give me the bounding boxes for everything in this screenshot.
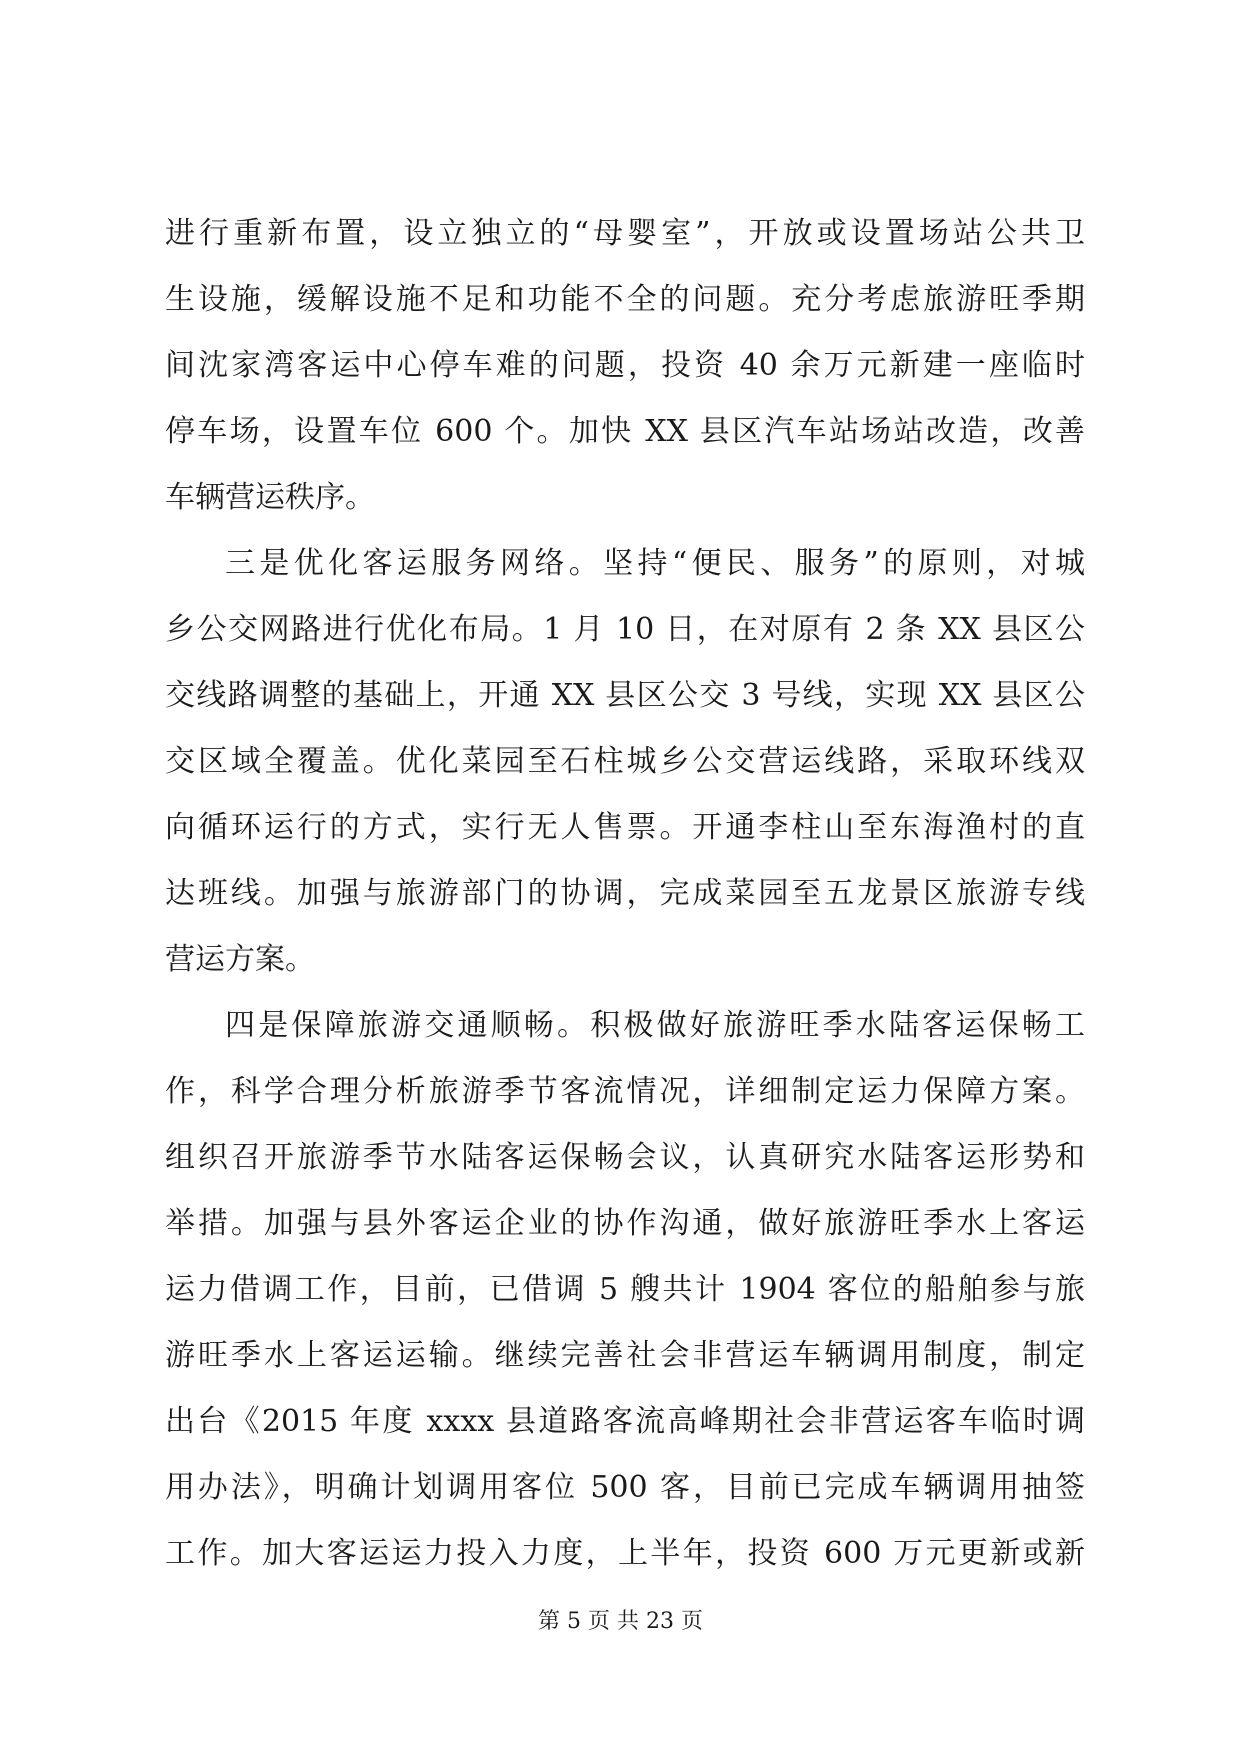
text-line: 组织召开旅游季节水陆客运保畅会议，认真研究水陆客运形势和 [165, 1140, 1085, 1175]
text-line: 游旺季水上客运运输。继续完善社会非营运车辆调用制度，制定 [165, 1338, 1085, 1373]
text-line: 进行重新布置，设立独立的“母婴室”，开放或设置场站公共卫 [165, 216, 1085, 251]
text-line: 交区域全覆盖。优化菜园至石柱城乡公交营运线路，采取环线双 [165, 744, 1085, 779]
text-line: 乡公交网路进行优化布局。1 月 10 日，在对原有 2 条 XX 县区公 [165, 612, 1085, 647]
paragraph-3 [165, 993, 1085, 1587]
page-number-label: 第 5 页 共 23 页 [538, 1609, 703, 1634]
text-line: 运力借调工作，目前，已借调 5 艘共计 1904 客位的船舶参与旅 [165, 1272, 1085, 1307]
text-line: 间沈家湾客运中心停车难的问题，投资 40 余万元新建一座临时 [165, 348, 1085, 383]
text-line: 停车场，设置车位 600 个。加快 XX 县区汽车站场站改造，改善 [165, 414, 1085, 449]
body-text [165, 201, 1085, 1587]
text-line: 生设施，缓解设施不足和功能不全的问题。充分考虑旅游旺季期 [165, 282, 1085, 317]
text-line: 举措。加强与县外客运企业的协作沟通，做好旅游旺季水上客运 [165, 1206, 1085, 1241]
text-line: 车辆营运秩序。 [165, 480, 375, 515]
paragraph-1 [165, 201, 1085, 531]
text-line: 向循环运行的方式，实行无人售票。开通李柱山至东海渔村的直 [165, 810, 1085, 845]
text-line: 出台《2015 年度 xxxx 县道路客流高峰期社会非营运客车临时调 [165, 1404, 1085, 1439]
text-line: 用办法》，明确计划调用客位 500 客，目前已完成车辆调用抽签 [165, 1470, 1085, 1505]
text-line: 作，科学合理分析旅游季节客流情况，详细制定运力保障方案。 [165, 1074, 1085, 1109]
page-footer [0, 1607, 1241, 1637]
text-line: 交线路调整的基础上，开通 XX 县区公交 3 号线，实现 XX 县区公 [165, 678, 1085, 713]
paragraph-2 [165, 531, 1085, 993]
text-line: 达班线。加强与旅游部门的协调，完成菜园至五龙景区旅游专线 [165, 876, 1085, 911]
text-line: 工作。加大客运运力投入力度，上半年，投资 600 万元更新或新 [165, 1536, 1085, 1571]
text-line: 三是优化客运服务网络。坚持“便民、服务”的原则，对城 [225, 546, 1085, 581]
text-line: 营运方案。 [165, 942, 315, 977]
text-line: 四是保障旅游交通顺畅。积极做好旅游旺季水陆客运保畅工 [225, 1008, 1085, 1043]
